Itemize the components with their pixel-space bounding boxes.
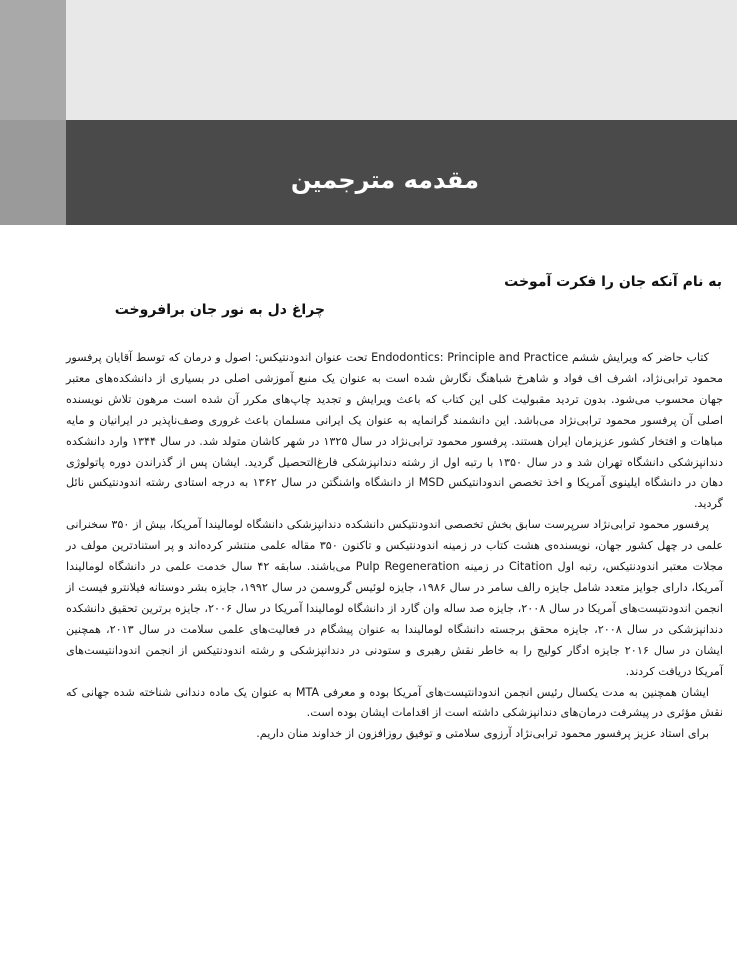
paragraph: کتاب حاضر که ویرایش ششم Endodontics: Principle and Practice تحت عنوان اندودنتیکس: اصول و درمان که توسط آقایان پرفسور محمود ترابی‌نژاد، اشرف اف فواد و شاهرخ شباهنگ نگارش شده است به عنوان یک منبع آموزشی اصلی در بسیاری از دانشکده‌های معتبر جهان محسوب می‌شود. بدون تردید مقبولیت کلی این کتاب که باعث ویرایش و تجدید چاپ‌های مکرر آن شده است مرهون تلاش نویسنده اصلی آن پرفسور محمود ترابی‌نژاد می‌باشد. این دانشمند گرانمایه به عنوان یک ایرانی مسلمان باعث غروری وصف‌ناپذیر در ایرانیان و مایه مباهات و افتخار کشور عزیزمان ایران هستند. پرفسور محمود ترابی‌نژاد در سال ۱۳۲۵ در شهر کاشان متولد شد. در سال ۱۳۴۴ وارد دانشکده دندانپزشکی دانشگاه تهران شد و در سال ۱۳۵۰ با رتبه اول از رشته دندانپزشکی فارغ‌التحصیل گردید. ایشان پس از گذراندن دوره پاتولوژی دهان در دانشگاه ایلینوی آمریکا و اخذ تخصص اندودانتیکس MSD از دانشگاه واشنگتن در سال ۱۳۶۲ به درجه استادی رشته اندودنتیکس نائل گردید. xyxy=(66,351,724,511)
body-text xyxy=(66,348,723,745)
paragraph: برای استاد عزیز پرفسور محمود ترابی‌نژاد آرزوی سلامتی و توفیق روزافزون از خداوند منان داریم. xyxy=(256,727,709,741)
header-band xyxy=(0,0,737,120)
page-title: مقدمه مترجمین xyxy=(290,166,479,194)
left-strip xyxy=(0,0,66,120)
poem-line-2: چراغ دل به نور جان برافروخت xyxy=(114,302,325,318)
paragraph: پرفسور محمود ترابی‌نژاد سرپرست سابق بخش تخصصی اندودنتیکس دانشکده دندانپزشکی دانشگاه لوماليندا آمریکا، بیش از ۳۵۰ سخنرانی علمی در چهل کشور جهان، نویسنده‌ی هشت کتاب در زمینه اندودنتیکس و تاکنون ۳۵۰ مقاله علمی منتشر کرده‌اند و پر استنادترین مولف در مجلات معتبر اندودنتیکس، رتبه اول Citation در زمینه Pulp Regeneration می‌باشند. سابقه ۴۲ سال خدمت علمی در دانشگاه لوماليندا آمریکا، دارای جوایز متعدد شامل جایزه رالف سامر در سال ۱۹۸۶، جایزه لوئیس گروسمن در سال ۱۹۹۲، جایزه بشر دوستانه فیلانترو فیست از انجمن اندودنتیست‌های آمریکا در سال ۲۰۰۸، جایزه صد ساله وان گارد از دانشگاه لوماليندا آمریکا در سال ۲۰۰۶، جایزه برترین تحقیق دانشکده دندانپزشکی در سال ۲۰۰۸، جایزه محقق برجسته دانشگاه لوماليندا به عنوان پیشگام در فعالیت‌های علمی سلامت در سال ۲۰۱۳، همچنین ایشان در سال ۲۰۱۶ جایزه ادگار کولیج را به خاطر نقش رهبری و ستودنی در دندانپزشکی و رشته اندودنتیکس از انجمن اندودانتیست‌های آمریکا دریافت کردند. xyxy=(66,518,723,678)
poem-line-1: به نام آنکه جان را فکرت آموخت xyxy=(504,274,722,290)
paragraph: ایشان همچنین به مدت یکسال رئیس انجمن اندودانتیست‌های آمریکا بوده و معرفی MTA به عنوان یک ماده دندانی شناخته شده جهانی که نقش مؤثری در پیشرفت درمان‌های دندانپزشکی داشته است از اقدامات ایشان بوده است. xyxy=(66,685,723,720)
left-strip-accent xyxy=(0,120,66,225)
